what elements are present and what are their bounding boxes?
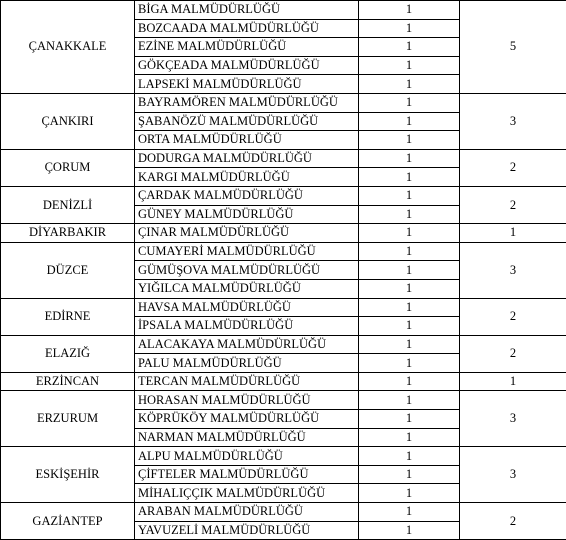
office-name-cell: HAVSA MALMÜDÜRLÜĞÜ: [135, 298, 359, 317]
city-cell: GAZİANTEP: [1, 503, 135, 540]
office-name-cell: NARMAN MALMÜDÜRLÜĞÜ: [135, 428, 359, 447]
office-name-cell: GÜNEY MALMÜDÜRLÜĞÜ: [135, 205, 359, 224]
office-count-cell: 1: [359, 149, 460, 168]
city-total-cell: 3: [460, 93, 566, 149]
office-count-cell: 1: [359, 335, 460, 354]
office-count-cell: 1: [359, 131, 460, 150]
table-row: [1, 149, 566, 168]
office-count-cell: 1: [359, 465, 460, 484]
office-count-cell: 1: [359, 317, 460, 336]
office-count-cell: 1: [359, 298, 460, 317]
office-count-cell: 1: [359, 354, 460, 373]
office-name-cell: KARGI MALMÜDÜRLÜĞÜ: [135, 168, 359, 187]
table-row: [1, 335, 566, 354]
city-total-cell: 1: [460, 372, 566, 391]
table-row: [1, 503, 566, 522]
office-count-cell: 1: [359, 112, 460, 131]
table-row: [1, 391, 566, 410]
office-count-cell: 1: [359, 38, 460, 57]
table-row: [1, 1, 566, 20]
office-count-cell: 1: [359, 224, 460, 243]
office-count-cell: 1: [359, 372, 460, 391]
office-count-cell: 1: [359, 186, 460, 205]
office-name-cell: EZİNE MALMÜDÜRLÜĞÜ: [135, 38, 359, 57]
office-name-cell: TERCAN MALMÜDÜRLÜĞÜ: [135, 372, 359, 391]
table-row: [1, 447, 566, 466]
table-row: [1, 298, 566, 317]
office-count-cell: 1: [359, 391, 460, 410]
office-name-cell: HORASAN MALMÜDÜRLÜĞÜ: [135, 391, 359, 410]
office-name-cell: YIĞILCA MALMÜDÜRLÜĞÜ: [135, 279, 359, 298]
office-count-cell: 1: [359, 93, 460, 112]
city-cell: ESKİŞEHİR: [1, 447, 135, 503]
city-total-cell: 2: [460, 335, 566, 372]
office-name-cell: BİGA MALMÜDÜRLÜĞÜ: [135, 1, 359, 20]
office-name-cell: ALPU MALMÜDÜRLÜĞÜ: [135, 447, 359, 466]
office-count-cell: 1: [359, 279, 460, 298]
office-name-cell: İPSALA MALMÜDÜRLÜĞÜ: [135, 317, 359, 336]
office-name-cell: ŞABANÖZÜ MALMÜDÜRLÜĞÜ: [135, 112, 359, 131]
office-name-cell: ÇARDAK MALMÜDÜRLÜĞÜ: [135, 186, 359, 205]
city-cell: DİYARBAKIR: [1, 224, 135, 243]
city-total-cell: 5: [460, 1, 566, 94]
city-total-cell: 3: [460, 391, 566, 447]
table-row: [1, 93, 566, 112]
table-row: [1, 372, 566, 391]
office-count-cell: 1: [359, 205, 460, 224]
office-count-cell: 1: [359, 56, 460, 75]
office-name-cell: PALU MALMÜDÜRLÜĞÜ: [135, 354, 359, 373]
table-row: [1, 242, 566, 261]
office-count-cell: 1: [359, 75, 460, 94]
office-count-cell: 1: [359, 503, 460, 522]
city-total-cell: 2: [460, 149, 566, 186]
office-count-cell: 1: [359, 484, 460, 503]
office-name-cell: ÇINAR MALMÜDÜRLÜĞÜ: [135, 224, 359, 243]
city-cell: DÜZCE: [1, 242, 135, 298]
city-total-cell: 2: [460, 186, 566, 223]
city-total-cell: 2: [460, 298, 566, 335]
office-name-cell: ARABAN MALMÜDÜRLÜĞÜ: [135, 503, 359, 522]
city-cell: ERZURUM: [1, 391, 135, 447]
city-cell: DENİZLİ: [1, 186, 135, 223]
office-count-cell: 1: [359, 19, 460, 38]
office-name-cell: DODURGA MALMÜDÜRLÜĞÜ: [135, 149, 359, 168]
office-name-cell: LAPSEKİ MALMÜDÜRLÜĞÜ: [135, 75, 359, 94]
office-name-cell: YAVUZELİ MALMÜDÜRLÜĞÜ: [135, 521, 359, 540]
office-count-cell: 1: [359, 242, 460, 261]
office-name-cell: GÜMÜŞOVA MALMÜDÜRLÜĞÜ: [135, 261, 359, 280]
office-name-cell: ÇİFTELER MALMÜDÜRLÜĞÜ: [135, 465, 359, 484]
city-cell: ÇORUM: [1, 149, 135, 186]
city-total-cell: 3: [460, 447, 566, 503]
city-cell: ERZİNCAN: [1, 372, 135, 391]
office-count-cell: 1: [359, 261, 460, 280]
city-cell: EDİRNE: [1, 298, 135, 335]
city-cell: ÇANAKKALE: [1, 1, 135, 94]
office-name-cell: ORTA MALMÜDÜRLÜĞÜ: [135, 131, 359, 150]
table-row: [1, 186, 566, 205]
office-count-cell: 1: [359, 1, 460, 20]
office-name-cell: GÖKÇEADA MALMÜDÜRLÜĞÜ: [135, 56, 359, 75]
office-count-cell: 1: [359, 428, 460, 447]
city-cell: ELAZIĞ: [1, 335, 135, 372]
office-name-cell: BAYRAMÖREN MALMÜDÜRLÜĞÜ: [135, 93, 359, 112]
city-total-cell: 2: [460, 503, 566, 540]
table-row: [1, 224, 566, 243]
office-count-cell: 1: [359, 447, 460, 466]
office-count-cell: 1: [359, 410, 460, 429]
office-name-cell: KÖPRÜKÖY MALMÜDÜRLÜĞÜ: [135, 410, 359, 429]
city-total-cell: 3: [460, 242, 566, 298]
office-name-cell: ALACAKAYA MALMÜDÜRLÜĞÜ: [135, 335, 359, 354]
city-cell: ÇANKIRI: [1, 93, 135, 149]
office-name-cell: MİHALIÇÇIK MALMÜDÜRLÜĞÜ: [135, 484, 359, 503]
office-name-cell: BOZCAADA MALMÜDÜRLÜĞÜ: [135, 19, 359, 38]
office-name-cell: CUMAYERİ MALMÜDÜRLÜĞÜ: [135, 242, 359, 261]
office-count-cell: 1: [359, 168, 460, 187]
city-total-cell: 1: [460, 224, 566, 243]
office-count-cell: 1: [359, 521, 460, 540]
office-table-body: [1, 1, 566, 540]
